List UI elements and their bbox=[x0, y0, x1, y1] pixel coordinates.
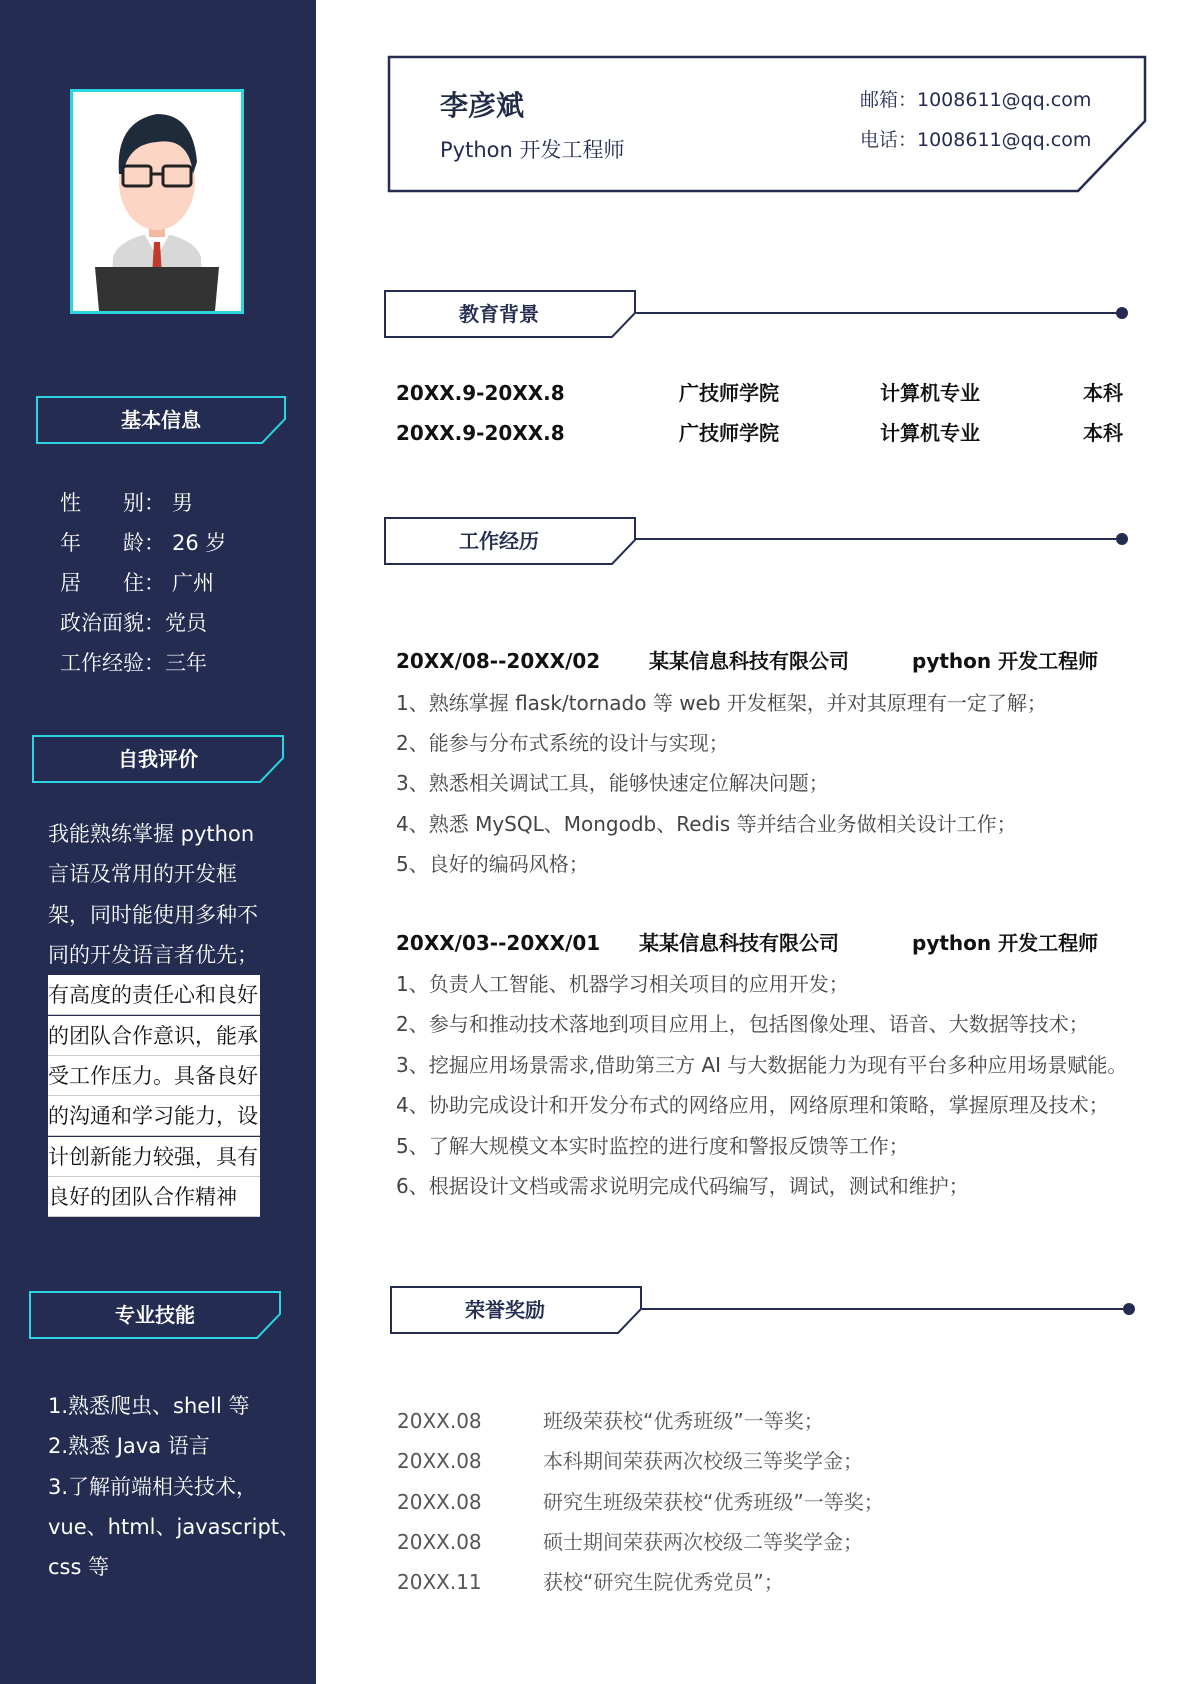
info-residence bbox=[60, 569, 214, 597]
award-date: 20XX.08 bbox=[397, 1409, 482, 1433]
self-eval-line: 计创新能力较强，具有 bbox=[48, 1137, 260, 1177]
self-eval-line: 同的开发语言者优先； bbox=[48, 943, 258, 967]
self-eval-line: 受工作压力。具备良好 bbox=[48, 1056, 260, 1096]
header-card-frame bbox=[387, 55, 1149, 195]
avatar-photo bbox=[70, 89, 244, 314]
divider-line bbox=[636, 312, 1121, 314]
divider-dot bbox=[1123, 1303, 1135, 1315]
info-value: 三年 bbox=[165, 651, 207, 675]
phone: 电话：1008611@qq.com bbox=[860, 129, 1092, 151]
section-tab-basic-info bbox=[36, 396, 286, 444]
job-period: 20XX/08--20XX/02 bbox=[396, 649, 601, 673]
info-label: 工作经验： bbox=[60, 651, 165, 675]
divider-line bbox=[636, 538, 1121, 540]
award-desc: 本科期间荣获两次校级三等奖学金； bbox=[543, 1449, 863, 1473]
job-role: python 开发工程师 bbox=[912, 931, 1099, 955]
info-experience bbox=[60, 649, 207, 677]
self-eval-line: 良好的团队合作精神 bbox=[48, 1177, 260, 1217]
info-label: 居 住： bbox=[60, 571, 165, 595]
info-value: 男 bbox=[172, 491, 193, 515]
info-age bbox=[60, 529, 226, 557]
info-value: 党员 bbox=[165, 611, 207, 635]
sidebar bbox=[0, 0, 316, 1684]
edu-school: 广技师学院 bbox=[679, 421, 779, 445]
skills-title: 专业技能 bbox=[115, 1303, 195, 1327]
info-value: 广州 bbox=[172, 571, 214, 595]
info-value: 26 岁 bbox=[172, 531, 227, 555]
self-eval-title: 自我评价 bbox=[118, 747, 198, 771]
avatar-illustration bbox=[73, 92, 241, 311]
job-duty: 3、熟悉相关调试工具，能够快速定位解决问题； bbox=[396, 771, 829, 795]
award-date: 20XX.11 bbox=[397, 1570, 482, 1594]
section-tab-skills bbox=[29, 1291, 281, 1339]
divider-dot bbox=[1116, 307, 1128, 319]
edu-major: 计算机专业 bbox=[880, 421, 980, 445]
job-duty: 4、熟悉 MySQL、Mongodb、Redis 等并结合业务做相关设计工作； bbox=[396, 812, 1017, 836]
basic-info-title: 基本信息 bbox=[121, 408, 201, 432]
skill-item: 2.熟悉 Java 语言 bbox=[48, 1434, 210, 1458]
edu-degree: 本科 bbox=[1083, 421, 1123, 445]
edu-degree: 本科 bbox=[1083, 381, 1123, 405]
job-period: 20XX/03--20XX/01 bbox=[396, 931, 601, 955]
awards-title: 荣誉奖励 bbox=[465, 1298, 545, 1322]
divider-line bbox=[642, 1308, 1128, 1310]
job-duty: 2、参与和推动技术落地到项目应用上，包括图像处理、语音、大数据等技术； bbox=[396, 1012, 1089, 1036]
skill-item: css 等 bbox=[48, 1555, 110, 1579]
section-tab-self-eval bbox=[32, 735, 284, 783]
divider-dot bbox=[1116, 533, 1128, 545]
job-duty: 1、负责人工智能、机器学习相关项目的应用开发； bbox=[396, 972, 849, 996]
email: 邮箱：1008611@qq.com bbox=[860, 89, 1092, 111]
self-eval-line: 有高度的责任心和良好 bbox=[48, 975, 260, 1015]
self-eval-line: 我能熟练掌握 python bbox=[48, 822, 255, 846]
job-duty: 6、根据设计文档或需求说明完成代码编写，调试，测试和维护； bbox=[396, 1174, 969, 1198]
award-desc: 班级荣获校“优秀班级”一等奖； bbox=[543, 1409, 824, 1433]
info-label: 性 别： bbox=[60, 491, 165, 515]
job-company: 某某信息科技有限公司 bbox=[639, 931, 839, 955]
job-company: 某某信息科技有限公司 bbox=[649, 649, 849, 673]
award-date: 20XX.08 bbox=[397, 1490, 482, 1514]
candidate-name: 李彦斌 bbox=[440, 89, 525, 122]
award-desc: 获校“研究生院优秀党员”； bbox=[543, 1570, 784, 1594]
job-duty: 2、能参与分布式系统的设计与实现； bbox=[396, 731, 729, 755]
work-title: 工作经历 bbox=[459, 529, 539, 553]
skill-item: vue、html、javascript、 bbox=[48, 1515, 301, 1539]
skill-item: 1.熟悉爬虫、shell 等 bbox=[48, 1394, 250, 1418]
self-eval-line: 架，同时能使用多种不 bbox=[48, 903, 258, 927]
edu-major: 计算机专业 bbox=[880, 381, 980, 405]
edu-school: 广技师学院 bbox=[679, 381, 779, 405]
section-tab-awards bbox=[390, 1286, 644, 1334]
job-title: Python 开发工程师 bbox=[440, 138, 625, 162]
edu-period: 20XX.9-20XX.8 bbox=[396, 421, 565, 445]
job-duty: 3、挖掘应用场景需求,借助第三方 AI 与大数据能力为现有平台多种应用场景赋能。 bbox=[396, 1053, 1128, 1077]
edu-period: 20XX.9-20XX.8 bbox=[396, 381, 565, 405]
award-date: 20XX.08 bbox=[397, 1449, 482, 1473]
info-gender bbox=[60, 489, 193, 517]
self-eval-line: 的团队合作意识，能承 bbox=[48, 1016, 260, 1056]
award-desc: 研究生班级荣获校“优秀班级”一等奖； bbox=[543, 1490, 884, 1514]
section-tab-work bbox=[384, 517, 638, 565]
self-eval-line: 言语及常用的开发框 bbox=[48, 862, 237, 886]
award-date: 20XX.08 bbox=[397, 1530, 482, 1554]
skill-item: 3.了解前端相关技术， bbox=[48, 1475, 258, 1499]
info-label: 年 龄： bbox=[60, 531, 165, 555]
self-eval-line: 的沟通和学习能力，设 bbox=[48, 1096, 260, 1136]
info-label: 政治面貌： bbox=[60, 611, 165, 635]
section-tab-education bbox=[384, 290, 638, 338]
job-duty: 1、熟练掌握 flask/tornado 等 web 开发框架，并对其原理有一定了解； bbox=[396, 691, 1047, 715]
job-role: python 开发工程师 bbox=[912, 649, 1099, 673]
job-duty: 4、协助完成设计和开发分布式的网络应用，网络原理和策略，掌握原理及技术； bbox=[396, 1093, 1109, 1117]
info-political bbox=[60, 609, 207, 637]
award-desc: 硕士期间荣获两次校级二等奖学金； bbox=[543, 1530, 863, 1554]
education-title: 教育背景 bbox=[459, 302, 539, 326]
job-duty: 5、了解大规模文本实时监控的进行度和警报反馈等工作； bbox=[396, 1134, 909, 1158]
job-duty: 5、良好的编码风格； bbox=[396, 852, 589, 876]
